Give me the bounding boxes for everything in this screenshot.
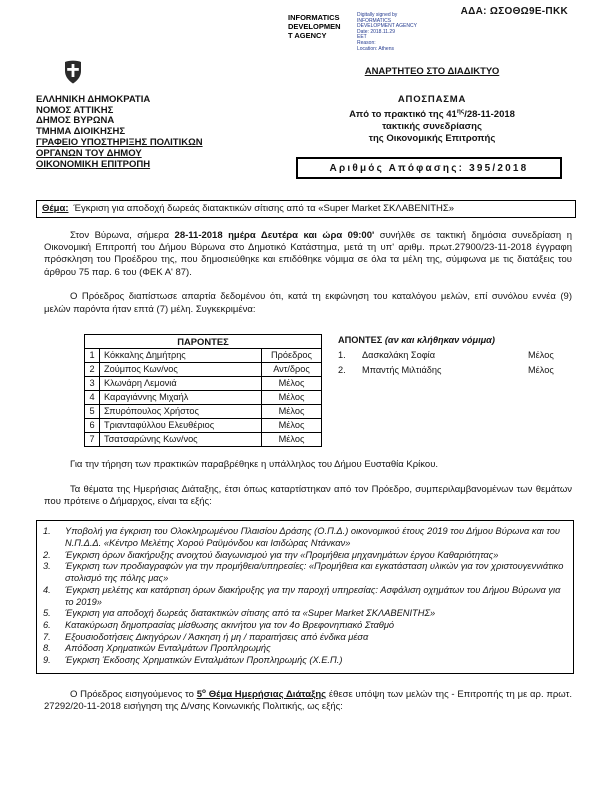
absent-name: Μπαντής Μιλτιάδης <box>362 364 442 375</box>
agenda-item-text: Έγκριση όρων διακήρυξης ανοιχτού διαγωνισμού για την «Προμήθεια μηχανημάτων έργου Καθαριότητας» <box>65 549 499 560</box>
stamp-agency-line: DEVELOPMEN <box>288 22 341 31</box>
extract-title: ΑΠΟΣΠΑΣΜΑ <box>397 94 467 105</box>
present-name: Τσατσαρώνης Κων/νος <box>100 433 262 447</box>
paragraph-quorum: Ο Πρόεδρος διαπίστωσε απαρτία δεδομένου ότι, κατά τη εκφώνηση του καταλόγου μελών, επί συνόλου εννέα (9) μελών παρόντα ήταν επτά (7) μέλη. Συγκεκριμένα: <box>44 291 572 315</box>
agenda-item <box>43 608 565 620</box>
present-num: 6 <box>85 419 100 433</box>
session-date-bold: 28-11-2018 ημέρα Δευτέρα και ώρα 09:00' <box>174 229 375 241</box>
agenda-box <box>36 520 574 673</box>
agenda-item-text: Εξουσιοδοτήσεις Δικηγόρων / Άσκηση ή μη / παραιτήσεις από ένδικα μέσα <box>65 631 369 642</box>
agenda-item <box>43 632 565 644</box>
present-name: Κόκκαλης Δημήτρης <box>100 349 262 363</box>
absent-header-main: ΑΠΟΝΤΕΣ <box>338 335 383 346</box>
agenda-item <box>43 526 565 549</box>
subject-text: Έγκριση για αποδοχή δωρεάς διατακτικών σίτισης από τα «Super Market ΣΚΛΑΒΕΝΙΤΗΣ» <box>73 203 455 215</box>
agenda-item-num: 3. <box>43 561 51 572</box>
decision-number-label: Αριθμός Απόφασης: 395/2018 <box>329 163 529 175</box>
absent-role: Μέλος <box>528 350 554 361</box>
stamp-signature-line: Reason: <box>357 39 376 46</box>
agenda-item-text: Έγκριση Έκδοσης Χρηματικών Ενταλμάτων Προπληρωμής (Χ.Ε.Π.) <box>65 655 343 666</box>
issuer-block <box>36 60 288 179</box>
committee-line: της Οικονομικής Επιτροπής <box>368 133 496 145</box>
agenda-item-text: Υποβολή για έγκριση του Ολοκληρωμένου Πλαισίου Δράσης (Ο.Π.Δ.) οικονομικού έτους 2019 του Δήμου Βύρωνα και του Ν.Π.Δ.Δ. «Κέντρο Μελέτης Χορού Ραϋμόνδου και Ισιδώρας Ντάνκαν» <box>65 526 561 549</box>
paragraph-session-info <box>44 230 572 280</box>
agenda-item <box>43 550 565 562</box>
agenda-item-text: Απόδοση Χρηματικών Ενταλμάτων Προπληρωμής <box>65 643 271 654</box>
agenda-item-text: Έγκριση μελέτης και κατάρτιση όρων διακήρυξης για την παροχή υπηρεσίας: Ασφάλιση οχημάτων του Δήμου Βύρωνα για το 2019» <box>65 584 561 607</box>
extract-source-post: /28-11-2018 <box>464 109 515 121</box>
absent-header-note: (αν και κλήθηκαν νόμιμα) <box>384 335 495 346</box>
issuer-line-municipality: ΔΗΜΟΣ ΒΥΡΩΝΑ <box>36 115 115 127</box>
present-role: Αντ/δρος <box>262 363 322 377</box>
present-row <box>85 377 322 391</box>
intro-topic-ref <box>197 689 326 700</box>
intro-topic-sup: ο <box>201 687 206 695</box>
extract-block <box>288 60 576 179</box>
present-header: ΠΑΡΟΝΤΕΣ <box>85 335 322 349</box>
stamp-signature-line: Location: Athens <box>357 45 394 52</box>
subject-box <box>36 200 576 218</box>
absent-row <box>338 350 574 362</box>
session-type-line: τακτικής συνεδρίασης <box>382 121 482 133</box>
stamp-agency-line: T AGENCY <box>288 31 327 40</box>
issuer-line-prefecture: ΝΟΜΟΣ ΑΤΤΙΚΗΣ <box>36 104 114 116</box>
present-table <box>84 334 322 447</box>
agenda-item-num: 8. <box>43 643 51 654</box>
paragraph-minutes-keeper: Για την τήρηση των πρακτικών παραβρέθηκε η υπάλληλος του Δήμου Ευσταθία Κρίκου. <box>70 459 439 471</box>
stamp-agency-name <box>288 13 352 40</box>
absent-header <box>338 334 574 346</box>
decision-number-box <box>296 157 562 179</box>
stamp-signature-line: INFORMATICS <box>357 17 392 24</box>
agenda-item-num: 5. <box>43 608 51 619</box>
agenda-item-text: Έγκριση των προδιαγραφών για την προμήθεια/υπηρεσίες: «Προμήθεια και εγκατάσταση υλικών για τον χριστουγεννιάτικο στολισμό της πόλης μας» <box>65 561 564 584</box>
present-role: Πρόεδρος <box>262 349 322 363</box>
present-row <box>85 419 322 433</box>
agenda-item-num: 1. <box>43 526 51 537</box>
present-num: 5 <box>85 405 100 419</box>
absent-name: Δασκαλάκη Σοφία <box>362 350 436 361</box>
present-num: 2 <box>85 363 100 377</box>
agenda-item-num: 2. <box>43 549 51 560</box>
extract-source-sup: ης <box>456 108 465 115</box>
stamp-signature-line: EET <box>357 34 367 41</box>
present-num: 1 <box>85 349 100 363</box>
present-row <box>85 405 322 419</box>
issuer-line-department: ΤΜΗΜΑ ΔΙΟΙΚΗΣΗΣ <box>36 126 126 138</box>
present-row <box>85 349 322 363</box>
absent-list <box>338 334 574 447</box>
agenda-item-num: 7. <box>43 631 51 642</box>
present-header-row <box>85 335 322 349</box>
stamp-signature-details <box>357 13 417 52</box>
agenda-item-num: 6. <box>43 619 51 630</box>
extract-source-line <box>288 106 576 120</box>
present-row <box>85 363 322 377</box>
agenda-item-num: 4. <box>43 584 51 595</box>
intro-topic-num: 5 <box>196 688 202 700</box>
coat-of-arms-icon <box>62 60 84 85</box>
issuer-line-committee: ΟΙΚΟΝΟΜΙΚΗ ΕΠΙΤΡΟΠΗ <box>36 158 151 170</box>
attendance-section <box>84 334 574 447</box>
present-name: Ζούμπος Κων/νος <box>100 363 262 377</box>
absent-num: 2. <box>338 364 346 375</box>
present-num: 3 <box>85 377 100 391</box>
present-num: 4 <box>85 391 100 405</box>
stamp-signature-line: Date: 2018.11.29 <box>357 28 395 35</box>
agenda-item <box>43 655 565 667</box>
agenda-item-text: Κατακύρωση δημοπρασίας μίσθωσης ακινήτου για τον 4ο Βρεφονηπιακό Σταθμό <box>65 619 395 630</box>
present-row <box>85 433 322 447</box>
greek-coat-of-arms-logo <box>62 60 288 89</box>
paragraph-agenda-intro: Τα θέματα της Ημερήσιας Διάταξης, έτσι όπως καταρτίστηκαν από τον Πρόεδρο, συμπεριλαμβανομένων των θεμάτων που πρότεινε ο Δήμαρχος, είναι τα εξής: <box>44 483 572 507</box>
stamp-signature-line: Digitally signed by <box>357 12 398 18</box>
present-row <box>85 391 322 405</box>
intro-pre: Ο Πρόεδρος εισηγούμενος το <box>70 688 197 700</box>
ada-code: ΑΔΑ: ΩΣΟΘΩ9Ε-ΠΚΚ <box>460 6 568 17</box>
issuer-line-office-2: ΟΡΓΑΝΩΝ ΤΟΥ ΔΗΜΟΥ <box>36 147 142 159</box>
present-role: Μέλος <box>262 391 322 405</box>
agenda-item <box>43 561 565 584</box>
intro-post: έθεσε υπόψη των μελών της - Επιτροπής τη με αρ. πρωτ. 27292/20-11-2018 εισήγηση της Δ/νσης Κοινωνικής Πολιτικής, ως εξής: <box>44 688 572 713</box>
session-info-text: Στον Βύρωνα, σήμερα <box>70 229 175 241</box>
agenda-item <box>43 643 565 655</box>
present-role: Μέλος <box>262 405 322 419</box>
present-name: Τριανταφύλλου Ελευθέριος <box>100 419 262 433</box>
present-name: Καραγιάννης Μιχαήλ <box>100 391 262 405</box>
extract-source-pre: Από το πρακτικό της 41 <box>349 109 457 121</box>
agenda-item-text: Έγκριση για αποδοχή δωρεάς διατακτικών σίτισης από τα «Super Market ΣΚΛΑΒΕΝΙΤΗΣ» <box>65 608 436 619</box>
issuer-line-office-1: ΓΡΑΦΕΙΟ ΥΠΟΣΤΗΡΙΞΗΣ ΠΟΛΙΤΙΚΩΝ <box>36 136 203 148</box>
absent-row <box>338 365 574 377</box>
paragraph-item-introduction <box>44 686 572 714</box>
present-role: Μέλος <box>262 433 322 447</box>
stamp-signature-line: DEVELOPMENT AGENCY <box>357 23 417 30</box>
stamp-agency-line: INFORMATICS <box>288 13 340 22</box>
present-name: Κλωνάρη Λεμονιά <box>100 377 262 391</box>
present-num: 7 <box>85 433 100 447</box>
issuer-line-republic: ΕΛΛΗΝΙΚΗ ΔΗΜΟΚΡΑΤΙΑ <box>36 93 151 105</box>
agenda-item <box>43 620 565 632</box>
absent-num: 1. <box>338 350 346 361</box>
present-role: Μέλος <box>262 419 322 433</box>
absent-role: Μέλος <box>528 364 554 375</box>
subject-label: Θέμα: <box>42 203 69 215</box>
present-name: Σπυρόπουλος Χρήστος <box>100 405 262 419</box>
session-info-rest: συνήλθε σε τακτική δημόσια συνεδρίαση η Οικονομική Επιτροπή του Δήμου Βύρωνα στο Δημοτικό Κατάστημα, μετά τη υπ' αριθμ. πρωτ.27900/23-11-2018 έγγραφη πρόσκληση του Προέδρου της, που δημοσιεύθηκε και επιδόθηκε νόμιμα σε όλα τα μέλη της, σύμφωνα με τις διατάξεις του άρθρου 75 παρ. 6 του (ΦΕΚ Α' 87). <box>44 229 572 278</box>
digital-signature-stamp <box>288 13 417 52</box>
web-posting-label: ΑΝΑΡΤΗΤΕΟ ΣΤΟ ΔΙΑΔΙΚΤΥΟ <box>364 66 500 77</box>
agenda-item <box>43 585 565 608</box>
intro-topic-rest: Θέμα Ημερήσιας Διάταξης <box>205 688 327 700</box>
document-header <box>0 60 612 179</box>
present-role: Μέλος <box>262 377 322 391</box>
agenda-item-num: 9. <box>43 655 51 666</box>
